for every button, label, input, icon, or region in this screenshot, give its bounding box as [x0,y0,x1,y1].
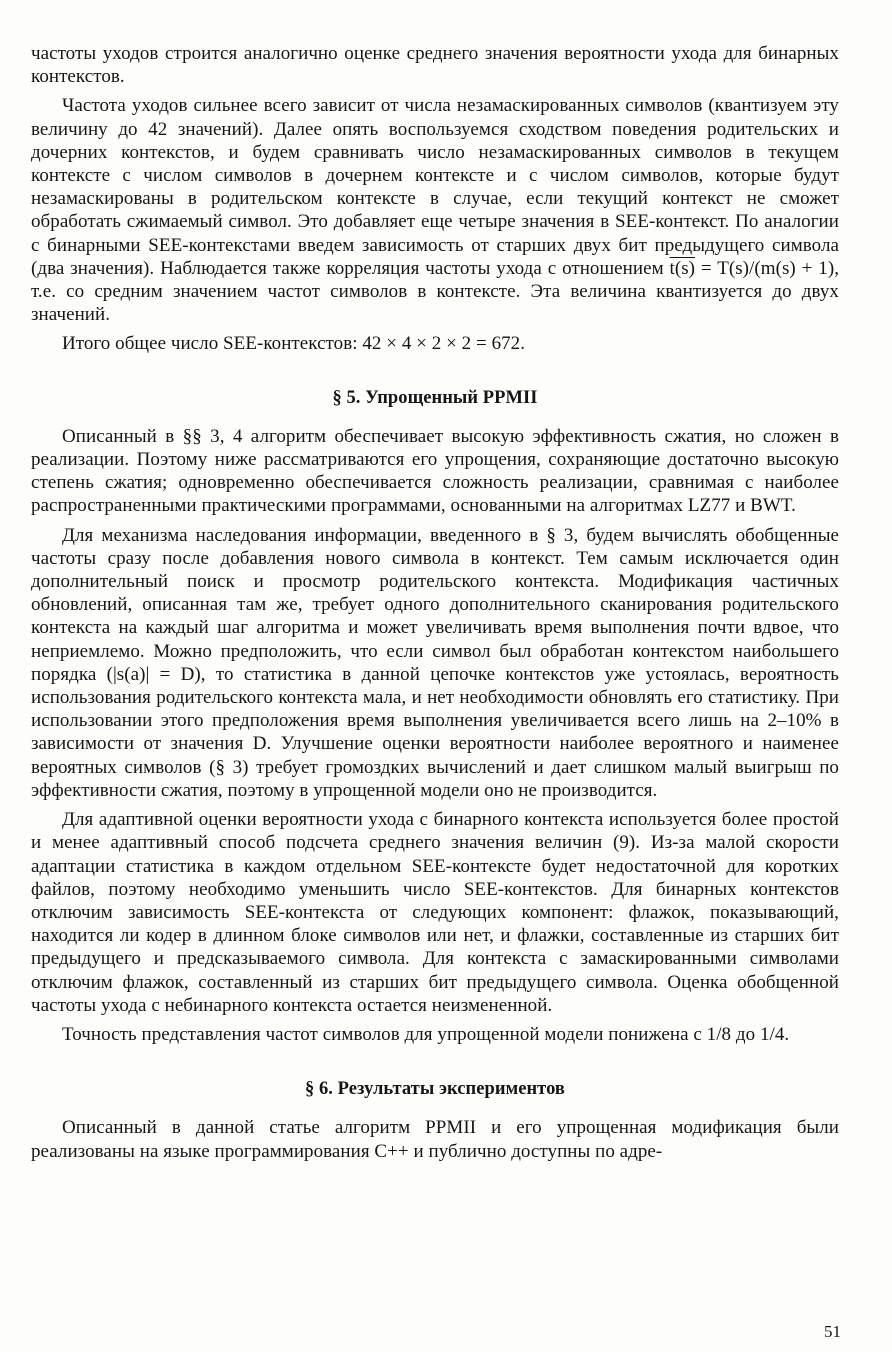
paragraph-text: = T(s)/(m(s) + 1), т.е. со средним значением частот символов в контексте. Эта величина квантизуется до двух значений. [31,257,840,326]
paragraph-s5-3: Для адаптивной оценки вероятности ухода с бинарного контекста используется более простой и менее адаптивный способ подсчета среднего значения величин (9). Из-за малой скорости адаптации статистика в каждом отдельном SEE-контексте будет недостаточной для коротких файлов, поэтому необходимо уменьшить число SEE-контекстов. Для бинарных контекстов отключим зависимость SEE-контекста от следующих компонент: флажок, показывающий, находится ли кодер в длинном блоке символов или нет, и флажки, составленные из старших бит предыдущего и предсказываемого символа. Для контекста с замаскированными символами отключим флажок, составленный из старших бит предыдущего символа. Оценка обобщенной частоты ухода с небинарного контекста остается неизмененной. [31,809,839,1016]
section-6-heading: § 6. Результаты экспериментов [305,1079,565,1100]
paragraph-s5-2: Для механизма наследования информации, введенного в § 3, будем вычислять обобщенные частоты сразу после добавления нового символа в контекст. Тем самым исключается один дополнительный поиск и просмотр родительского контекста. Модификация частичных обновлений, описанная там же, требует одного дополнительного сканирования родительского контекста на каждый шаг алгоритма и может увеличивать время выполнения почти вдвое, что неприемлемо. Можно предположить, что если символ был обработан контекстом наибольшего порядка (|s(a)| = D), то статистика в данной цепочке контекстов уже устоялась, вероятность использования родительского контекста мала, и нет необходимости обновлять его статистику. При использовании этого предположения время выполнения увеличивается всего лишь на 2–10% в зависимости от значения D. Улучшение оценки вероятности наиболее вероятного и наименее вероятных символов (§ 3) требует громоздких вычислений и дает слишком малый выигрыш по эффективности сжатия, поэтому в упрощенной модели оно не производится. [31,524,839,801]
paragraph-s6-1: Описанный в данной статье алгоритм PPMII и его упрощенная модификация были реализованы на языке программирования C++ и публично доступны по адре- [31,1117,839,1162]
paragraph-continuation: частоты уходов строится аналогично оценке среднего значения вероятности ухода для бинарных контекстов. [31,43,839,88]
page-number: 51 [824,1322,841,1341]
paragraph-total: Итого общее число SEE-контекстов: 42 × 4 × 2 × 2 = 672. [62,333,526,355]
paragraph-s5-4: Точность представления частот символов для упрощенной модели понижена с 1/8 до 1/4. [62,1023,790,1045]
section-5-heading: § 5. Упрощенный PPMII [332,387,538,408]
paragraph-escape-frequency [31,94,839,326]
formula-mean: t(s) [669,257,696,279]
paragraph-s5-1: Описанный в §§ 3, 4 алгоритм обеспечивает высокую эффективность сжатия, но сложен в реализации. Поэтому ниже рассматриваются его упрощения, сохраняющие достаточно высокую степень сжатия; одновременно обеспечивается сложность реализации, сравнимая с наиболее распространенными практическими программами, основанными на алгоритмах LZ77 и BWT. [31,425,839,517]
text-column [31,42,839,1163]
paragraph-text: Частота уходов сильнее всего зависит от числа незамаскированных символов (квантизуем эту величину до 42 значений). Далее опять воспользуемся сходством поведения родительских и дочерних контекстов, и будем сравнивать число незамаскированных символов в текущем контексте с числом символов в дочернем контексте и с числом символов, которые будут незамаскированы в родительском контексте в случае, если текущий контекст не сможет обработать сжимаемый символ. Это добавляет еще четыре значения в SEE-контекст. По аналогии с бинарными SEE-контекстами введем зависимость от старших двух бит предыдущего символа (два значения). Наблюдается также корреляция частоты ухода с отношением [31,95,839,279]
